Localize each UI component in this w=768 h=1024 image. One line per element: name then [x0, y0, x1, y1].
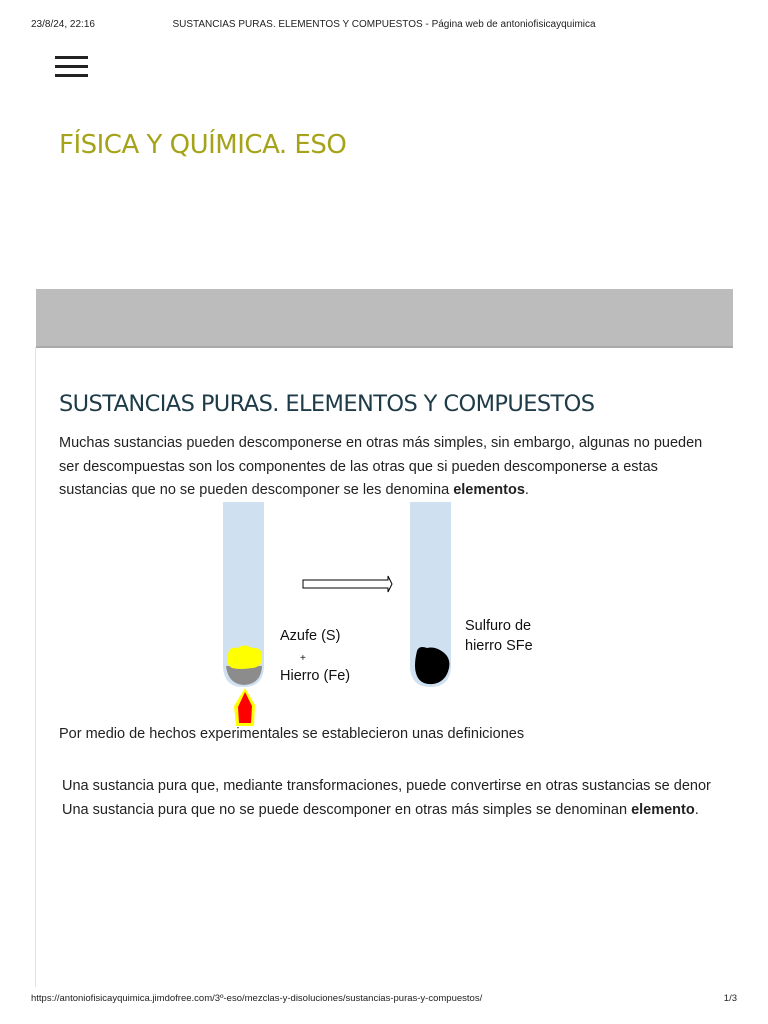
- label-iron-sulfide-1: Sulfuro de: [465, 618, 532, 634]
- definition-element-end: .: [694, 802, 699, 818]
- print-datetime: 23/8/24, 22:16: [31, 19, 95, 30]
- hamburger-menu-icon[interactable]: [55, 56, 88, 78]
- print-header: [0, 19, 768, 33]
- print-url: https://antoniofisicayquimica.jimdofree.com/3º-eso/mezclas-y-disoluciones/sustancias-puras-y-compuestos/: [31, 993, 483, 1004]
- content-divider: [35, 347, 36, 987]
- definition-compound: Una sustancia pura que, mediante transformaciones, puede convertirse en otras sustancias se denor: [62, 778, 711, 794]
- label-iron-sulfide-2: hierro SFe: [465, 638, 533, 654]
- hamburger-line: [55, 56, 88, 59]
- reaction-arrow: [303, 576, 392, 592]
- label-sulfur: Azufe (S): [280, 628, 341, 644]
- hamburger-line: [55, 65, 88, 68]
- intro-text: Muchas sustancias pueden descomponerse en otras más simples, sin embargo, algunas no pueden ser descompuestas son los componentes de las otras que si pueden descomponerse a estas sustancias que no se pueden descomponer se les denomina: [59, 435, 703, 498]
- label-iron: Hierro (Fe): [280, 668, 351, 684]
- reaction-diagram: [200, 500, 560, 730]
- experiments-paragraph: Por medio de hechos experimentales se establecieron unas definiciones: [59, 726, 525, 742]
- header-banner: [36, 289, 733, 348]
- hamburger-line: [55, 74, 88, 77]
- intro-bold-term: elementos: [453, 482, 525, 498]
- sulfur-sample: [228, 646, 263, 670]
- definition-element: [62, 798, 733, 822]
- print-page-title: SUSTANCIAS PURAS. ELEMENTOS Y COMPUESTOS - Página web de antoniofisicayquimica: [172, 19, 596, 30]
- article-title: SUSTANCIAS PURAS. ELEMENTOS Y COMPUESTOS: [59, 391, 595, 417]
- intro-paragraph: [59, 432, 709, 503]
- definitions-block: [62, 774, 733, 822]
- site-title[interactable]: FÍSICA Y QUÍMICA. ESO: [59, 130, 347, 160]
- intro-end: .: [524, 482, 529, 498]
- definition-element-text: Una sustancia pura que no se puede descomponer en otras más simples se denominan: [62, 802, 632, 818]
- print-footer: [0, 993, 768, 1007]
- definition-element-bold: elemento: [631, 802, 695, 818]
- print-page-number: 1/3: [723, 993, 737, 1004]
- label-plus: +: [300, 653, 306, 664]
- reaction-figure: [200, 500, 560, 730]
